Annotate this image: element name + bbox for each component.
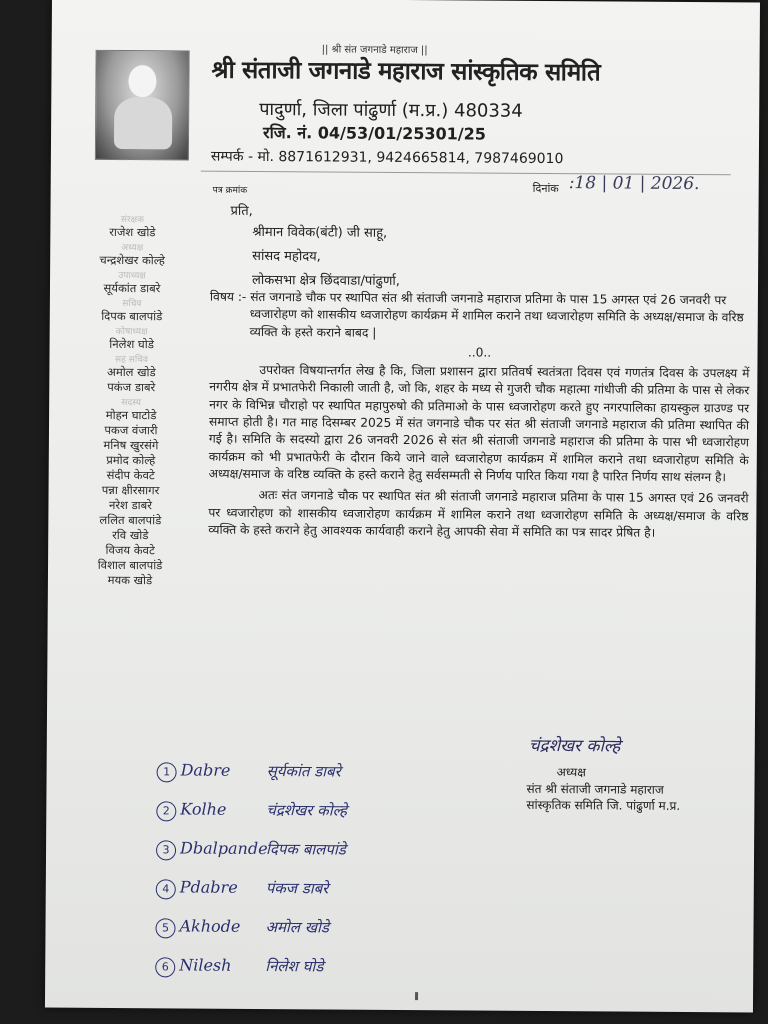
member-role: सचिव	[122, 299, 142, 310]
signature-number: 4	[156, 879, 176, 899]
signature-name: दिपक बालपांडे	[266, 840, 346, 859]
member-name: राजेश खोडे	[109, 224, 156, 240]
blessing-line: || श्री संत जगनाडे महाराज ||	[321, 44, 428, 57]
registration-number: रजि. नं. 04/53/01/25301/25	[263, 123, 486, 144]
signature-number: 1	[157, 762, 177, 782]
body-paragraph-2: अतः संत जगनाडे चौक पर स्थापित संत श्री संताजी जगनाडे महाराज प्रतिमा के पास 15 अगस्त एवं 26 जनवरी पर ध्वजारोहण को शासकीय ध्वजारोहण कार्यक्रम में शामिल कराने तथा ध्वजारोहण समिति के अध्यक्ष/समाज के वरिष्ठ व्यक्ति के हस्ते कराने हेतु आवश्यक कार्यवाही कराने हेतु आपकी सेवा में समिति का पत्र सादर प्रेषित है।	[208, 488, 749, 540]
member-name: ललित बालपांडे	[99, 512, 162, 528]
member-role: संरक्षक	[120, 215, 145, 226]
recipient-name: श्रीमान विवेक(बंटी) जी साहू,	[252, 224, 388, 241]
member-name: विशाल बालपांडे	[97, 557, 163, 573]
signature-name: पंकज डाबरे	[265, 879, 329, 898]
signatory-organization	[526, 781, 680, 814]
member-name: निलेश घोडे	[109, 336, 154, 352]
page-mark	[415, 992, 418, 1000]
member-name: विजय केवटे	[105, 542, 155, 558]
recipient-designation: सांसद महोदय,	[252, 248, 321, 265]
member-name: मयक खोडे	[107, 572, 153, 588]
signature-name: चंद्रशेखर कोल्हे	[266, 801, 348, 820]
member-name: चन्द्रशेखर कोल्हे	[99, 252, 165, 268]
member-signatures	[155, 758, 348, 992]
signature-number: 6	[155, 957, 175, 977]
member-name: सूर्यकांत डाबरे	[103, 280, 161, 296]
letter-page	[45, 0, 760, 1012]
member-name: नरेश डाबरे	[108, 497, 152, 513]
member-role: कोषाध्यक्ष	[115, 326, 148, 338]
member-name: संदीप केवटे	[106, 467, 155, 483]
signature-mark: Pdabre	[179, 877, 238, 897]
salutation-prati: प्रति,	[230, 203, 253, 219]
signature-number: 2	[156, 801, 176, 821]
signature-mark: Akhode	[179, 916, 241, 936]
signature-name: अमोल खोडे	[265, 918, 330, 937]
president-signature: चंद्रशेखर कोल्हे	[528, 735, 621, 757]
recipient-block	[252, 221, 400, 294]
contact-numbers: सम्पर्क - मो. 8871612931, 9424665814, 7987469010	[210, 148, 564, 168]
signature-mark: Dbalpande	[180, 838, 268, 859]
member-name: पन्ना क्षीरसागर	[101, 482, 160, 498]
organization-address: पादुर्णा, जिला पांढुर्णा (म.प्र.) 480334	[259, 98, 523, 122]
member-role: अध्यक्ष	[121, 243, 144, 254]
committee-members-sidebar	[64, 212, 199, 589]
member-role: सदस्य	[121, 398, 142, 409]
member-name: प्रमोद कोल्हे	[106, 452, 156, 468]
signature-number: 5	[155, 918, 175, 938]
member-name: अमोल खोडे	[107, 364, 156, 380]
body-paragraph-1: उपरोक्त विषयान्तर्गत लेख है कि, जिला प्रशासन द्वारा प्रतिवर्ष स्वतंत्रता दिवस एवं गणतंत्र दिवस के उपलक्ष्य में नगरीय क्षेत्र में प्रभातफेरी निकाली जाती है, जो कि, शहर के मध्य से गुजरी चौक महात्मा गांधीजी की प्रतिमा के पास से लेकर नगर के विभिन्न चौराहो पर स्थापित महापुरुषो की प्रतिमाओ के पास ध्वजारोहण करते हुए नगरपालिका हायस्कुल ग्राउण्ड पर समाप्त होती है। गत माह दिसम्बर 2025 में संत जगनाडे चौक पर संत श्री संताजी जगनाडे महाराज की प्रतिमा स्थापित की गई है। समिति के सदस्यो द्वारा 26 जनवरी 2026 से संत श्री संताजी जगनाडे महाराज की प्रतिमा के पास भी ध्वजारोहण कार्यक्रम को भी प्रभातफेरी के दौरान किये जाने वाले ध्वजारोहण कार्यक्रम में शामिल कराने तथा ध्वजारोहण समिति के अध्यक्ष/समाज के वरिष्ठ व्यक्ति के हस्ते कराने हेतु सर्वसम्मती से निर्णय पारित किया गया है पारित निर्णय साथ संलग्न है।	[208, 363, 750, 485]
date-label: दिनांक	[532, 181, 559, 196]
organization-name: श्री संताजी जगनाडे महाराज सांस्कृतिक समिति	[211, 55, 601, 87]
signatory-title: अध्यक्ष	[556, 765, 586, 780]
member-name: मोहन घाटोडे	[105, 407, 157, 423]
photo-body	[114, 97, 172, 149]
photo-head	[128, 65, 156, 97]
signatory-org-line-1: संत श्री संताजी जगनाडे महाराज	[526, 781, 664, 797]
letter-number-label: पत्र क्रमांक	[212, 185, 248, 196]
body-separator: ..0..	[467, 345, 492, 360]
member-name: पकंज डाबरे	[107, 379, 156, 395]
signature-name: निलेश घोडे	[265, 957, 324, 976]
member-name: रवि खोडे	[112, 527, 149, 543]
signatory-org-line-2: सांस्कृतिक समिति जि. पांढुर्णा म.प्र.	[526, 797, 681, 813]
handwritten-date: :18 | 01 | 2026.	[568, 173, 700, 195]
member-role: उपाध्यक्ष	[118, 270, 146, 282]
member-name: मनिष खुरसंगे	[103, 437, 159, 453]
signature-mark: Dabre	[180, 760, 231, 780]
subject-line: विषय :- संत जगनाडे चौक पर स्थापित संत श्री संताजी जगनाडे महाराज प्रतिमा के पास 15 अगस्त एवं 26 जनवरी पर ध्वजारोहण को शासकीय ध्वजारोहण कार्यक्रम में शामिल कराने तथा ध्वजारोहण समिति के अध्यक्ष/समाज के वरिष्ठ व्यक्ति के हस्ते कराने बाबद |	[209, 289, 744, 340]
recipient-constituency: लोकसभा क्षेत्र छिंदवाडा/पांढुर्णा,	[251, 272, 400, 289]
member-name: दिपक बालपांडे	[101, 308, 163, 324]
founder-photo	[95, 50, 190, 161]
member-name: पकज वंजारी	[104, 422, 158, 438]
signature-name: सूर्यकांत डाबरे	[266, 762, 341, 781]
member-role: सह सचिव	[115, 354, 148, 366]
signature-mark: Nilesh	[179, 955, 232, 975]
letter-body	[208, 289, 750, 543]
signature-number: 3	[156, 840, 176, 860]
signature-mark: Kolhe	[180, 799, 227, 819]
